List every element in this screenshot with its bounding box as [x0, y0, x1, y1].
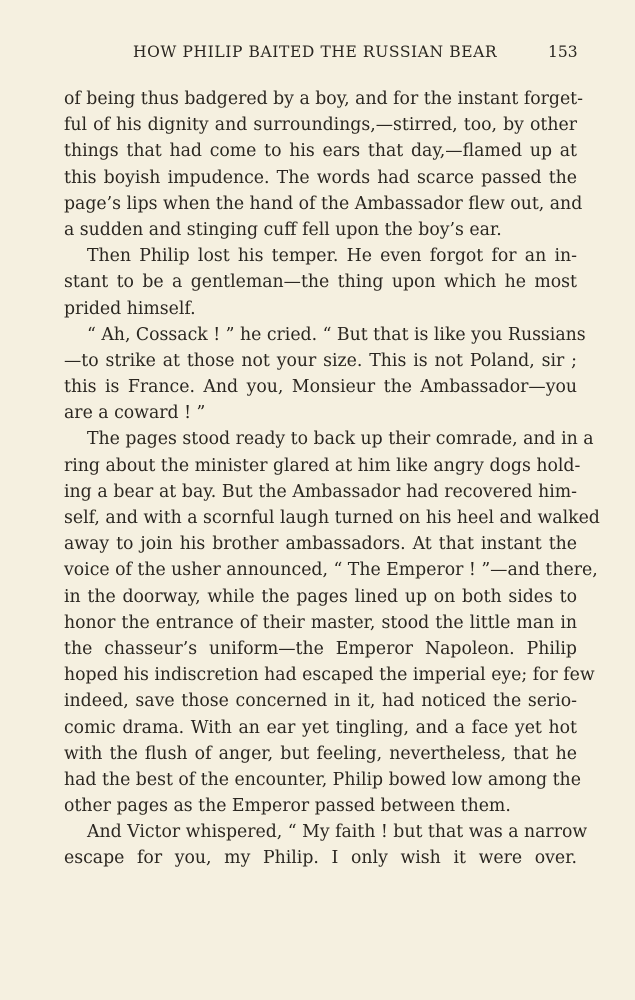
text-line: this is France. And you, Monsieur the Ambassador—you — [64, 377, 577, 398]
text-line: in the doorway, while the pages lined up on both sides to — [64, 586, 577, 607]
text-line: prided himself. — [64, 298, 196, 319]
text-line: this boyish impudence. The words had scarce passed the — [64, 167, 577, 188]
body-text — [64, 86, 600, 872]
text-line: with the flush of anger, but feeling, nevertheless, that he — [64, 743, 577, 764]
text-line: The pages stood ready to back up their comrade, and in a — [87, 429, 594, 450]
text-line: comic drama. With an ear yet tingling, and a face yet hot — [64, 717, 577, 738]
text-line: the chasseur’s uniform—the Emperor Napoleon. Philip — [64, 638, 577, 659]
text-line: “ Ah, Cossack ! ” he cried. “ But that is like you Russians — [87, 324, 586, 345]
text-line: Then Philip lost his temper. He even forgot for an in- — [87, 246, 577, 267]
text-line: of being thus badgered by a boy, and for the instant forget- — [64, 89, 583, 109]
text-line: voice of the usher announced, “ The Emperor ! ”—and there, — [64, 560, 598, 581]
text-line: ing a bear at bay. But the Ambassador had recovered him- — [64, 481, 577, 502]
running-title: HOW PHILIP BAITED THE RUSSIAN BEAR — [133, 43, 498, 61]
text-line: stant to be a gentleman—the thing upon which he most — [64, 272, 577, 293]
text-line: ful of his dignity and surroundings,—stirred, too, by other — [64, 115, 577, 136]
text-line: —to strike at those not your size. This is not Poland, sir ; — [64, 350, 577, 371]
text-line: a sudden and stinging cuff fell upon the boy’s ear. — [64, 219, 502, 240]
text-line: things that had come to his ears that day,—flamed up at — [64, 141, 577, 162]
text-line: other pages as the Emperor passed between them. — [64, 796, 511, 817]
text-line: And Victor whispered, “ My faith ! but that was a narrow — [87, 822, 588, 843]
text-line: indeed, save those concerned in it, had noticed the serio- — [64, 691, 577, 712]
text-line: honor the entrance of their master, stood the little man in — [64, 612, 577, 633]
running-head — [0, 43, 635, 67]
text-line: away to join his brother ambassadors. At that instant the — [64, 534, 577, 555]
text-line: had the best of the encounter, Philip bowed low among the — [64, 769, 581, 790]
text-line: self, and with a scornful laugh turned on his heel and walked — [64, 508, 600, 528]
text-line: page’s lips when the hand of the Ambassador flew out, and — [64, 193, 583, 214]
text-line: hoped his indiscretion had escaped the imperial eye; for few — [64, 665, 595, 686]
text-line: are a coward ! ” — [64, 403, 206, 424]
text-line: ring about the minister glared at him like angry dogs hold- — [64, 455, 581, 476]
text-line: escape for you, my Philip. I only wish it were over. — [64, 848, 577, 869]
page-number: 153 — [548, 43, 578, 61]
